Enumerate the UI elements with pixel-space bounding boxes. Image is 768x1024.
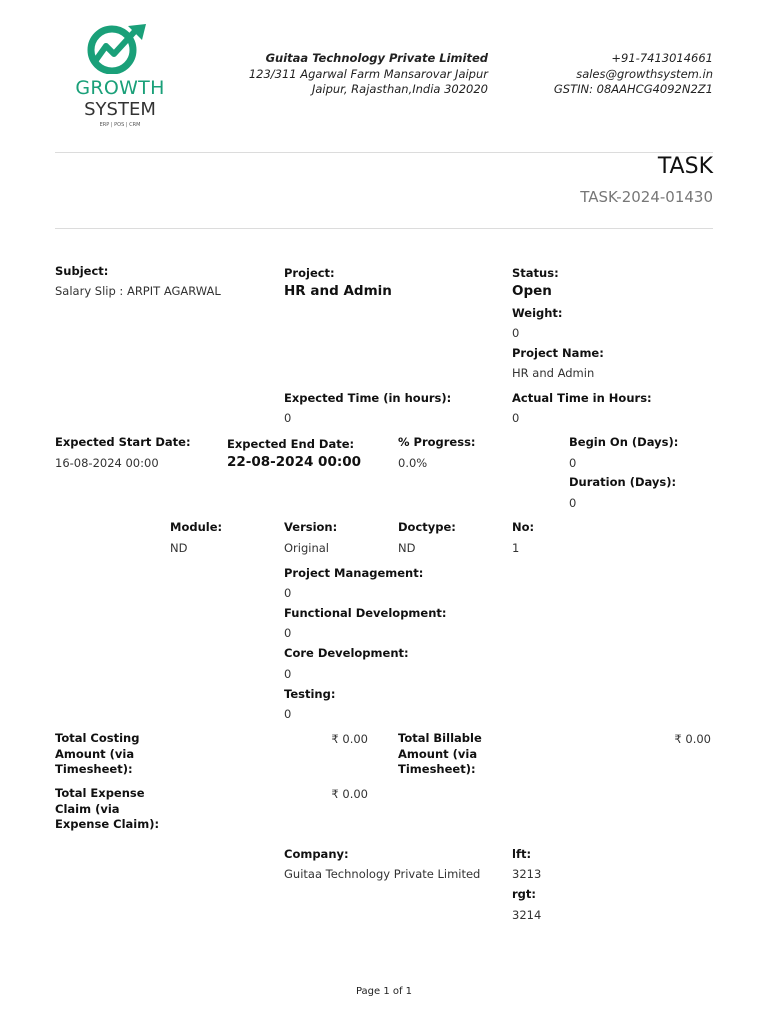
total-costing-label-line: Timesheet): [55,762,133,776]
testing-value: 0 [284,707,292,721]
expected-start-label: Expected Start Date: [55,435,191,449]
total-billable-label [398,731,508,778]
total-costing-label-line: Amount (via [55,746,135,761]
total-expense-label-line: Total Expense [55,786,145,800]
company-email: sales@growthsystem.in [576,66,713,81]
project-name-value: HR and Admin [512,366,595,380]
total-costing-label-line: Total Costing [55,731,140,745]
company-label: Company: [284,847,349,861]
total-expense-label-line: Claim (via [55,801,120,816]
page-number: Page 1 of 1 [355,986,413,997]
company-logo [72,24,168,132]
title-divider [55,228,713,229]
total-expense-label-line: Expense Claim): [55,817,160,831]
subject-value: Salary Slip : ARPIT AGARWAL [55,284,221,298]
doctype-value: ND [398,541,416,555]
doctype-label: Doctype: [398,520,456,534]
total-billable-label-line: Timesheet): [398,762,476,776]
actual-time-value: 0 [512,411,520,425]
project-name-label: Project Name: [512,346,604,360]
project-value: HR and Admin [284,283,392,299]
total-expense-label [55,786,175,833]
core-development-label: Core Development: [284,646,409,660]
company-name: Guitaa Technology Private Limited [265,51,488,65]
core-development-value: 0 [284,667,292,681]
company-gstin: GSTIN: 08AAHCG4092N2Z1 [553,82,713,96]
total-billable-value: ₹ 0.00 [674,732,711,746]
total-billable-label-line: Amount (via [398,746,478,761]
lft-value: 3213 [512,867,542,881]
no-value: 1 [512,541,520,555]
duration-label: Duration (Days): [569,475,677,489]
weight-label: Weight: [512,306,563,320]
progress-label: % Progress: [398,435,476,449]
total-costing-value: ₹ 0.00 [331,732,368,746]
testing-label: Testing: [284,687,336,701]
lft-label: lft: [512,847,532,861]
expected-time-label: Expected Time (in hours): [284,391,452,405]
company-address-block [238,51,488,98]
functional-development-value: 0 [284,626,292,640]
address-line-2: Jaipur, Rajasthan,India 302020 [311,82,488,96]
duration-value: 0 [569,496,577,510]
project-management-label: Project Management: [284,566,424,580]
status-value: Open [512,283,552,299]
logo-tagline: ERP | POS | CRM [99,122,141,128]
header-divider [55,152,713,153]
expected-time-value: 0 [284,411,292,425]
status-label: Status: [512,266,559,280]
logo-word-system: SYSTEM [84,99,156,120]
version-label: Version: [284,520,338,534]
address-line-1: 123/311 Agarwal Farm Mansarovar Jaipur [248,66,488,81]
progress-value: 0.0% [398,456,428,470]
expected-end-value: 22-08-2024 00:00 [227,454,362,470]
no-label: No: [512,520,535,534]
doc-title: TASK [657,154,713,179]
company-contact-block [500,51,713,98]
module-value: ND [170,541,188,555]
total-billable-label-line: Total Billable [398,731,482,745]
expected-start-value: 16-08-2024 00:00 [55,456,159,470]
total-costing-label [55,731,165,778]
version-value: Original [284,541,330,555]
weight-value: 0 [512,326,520,340]
rgt-value: 3214 [512,908,542,922]
company-value: Guitaa Technology Private Limited [284,867,481,881]
actual-time-label: Actual Time in Hours: [512,391,652,405]
expected-end-label: Expected End Date: [227,437,355,451]
doc-number: TASK-2024-01430 [580,188,713,206]
begin-on-label: Begin On (Days): [569,435,679,449]
begin-on-value: 0 [569,456,577,470]
project-management-value: 0 [284,586,292,600]
functional-development-label: Functional Development: [284,606,447,620]
growth-arrow-icon [72,24,168,74]
subject-label: Subject: [55,264,109,278]
rgt-label: rgt: [512,887,536,901]
project-label: Project: [284,266,335,280]
company-phone: +91-7413014661 [611,51,713,65]
logo-word-growth: GROWTH [75,77,165,99]
module-label: Module: [170,520,223,534]
total-expense-value: ₹ 0.00 [331,787,368,801]
